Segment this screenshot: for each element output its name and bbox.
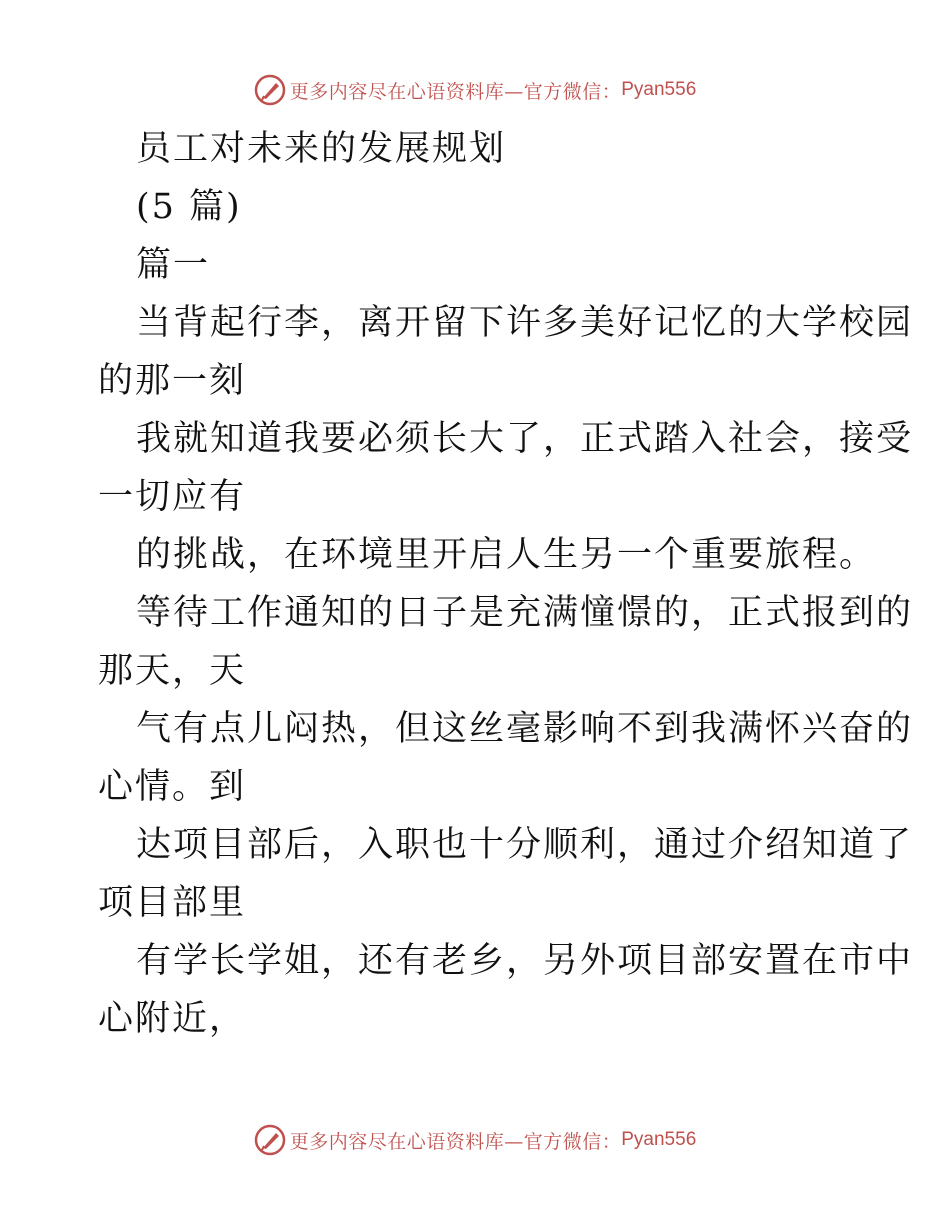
body-line: 气有点儿闷热，但这丝毫影响不到我满怀兴奋的 xyxy=(136,709,914,749)
quill-pen-logo-icon xyxy=(254,1124,286,1156)
body-line: 的那一刻 xyxy=(98,361,247,401)
body-line: 那天，天 xyxy=(98,651,247,691)
section-heading: 篇一 xyxy=(136,245,211,285)
body-line: 当背起行李，离开留下许多美好记忆的大学校园 xyxy=(136,303,914,343)
footer-wechat-id: Pyan556 xyxy=(621,1129,697,1150)
body-line: 项目部里 xyxy=(98,883,247,923)
body-line: 等待工作通知的日子是充满憧憬的，正式报到的 xyxy=(136,593,914,633)
document-subtitle: (5 篇) xyxy=(136,187,242,227)
document-title: 员工对未来的发展规划 xyxy=(136,129,507,169)
body-line: 有学长学姐，还有老乡，另外项目部安置在市中 xyxy=(136,941,914,981)
quill-pen-logo-icon xyxy=(254,74,286,106)
body-line: 心情。到 xyxy=(98,767,247,807)
body-paragraphs xyxy=(98,294,914,1048)
header-banner xyxy=(0,70,950,110)
body-line: 的挑战，在环境里开启人生另一个重要旅程。 xyxy=(136,535,877,575)
document-body xyxy=(98,120,914,1048)
body-line: 我就知道我要必须长大了，正式踏入社会，接受 xyxy=(136,419,914,459)
body-line: 一切应有 xyxy=(98,477,247,517)
header-wechat-id: Pyan556 xyxy=(621,79,697,100)
footer-banner xyxy=(0,1120,950,1160)
body-line: 心附近， xyxy=(98,999,247,1039)
header-banner-text: 更多内容尽在心语资料库—官方微信： xyxy=(289,80,622,103)
body-line: 达项目部后，入职也十分顺利，通过介绍知道了 xyxy=(136,825,914,865)
footer-banner-text: 更多内容尽在心语资料库—官方微信： xyxy=(289,1130,622,1153)
